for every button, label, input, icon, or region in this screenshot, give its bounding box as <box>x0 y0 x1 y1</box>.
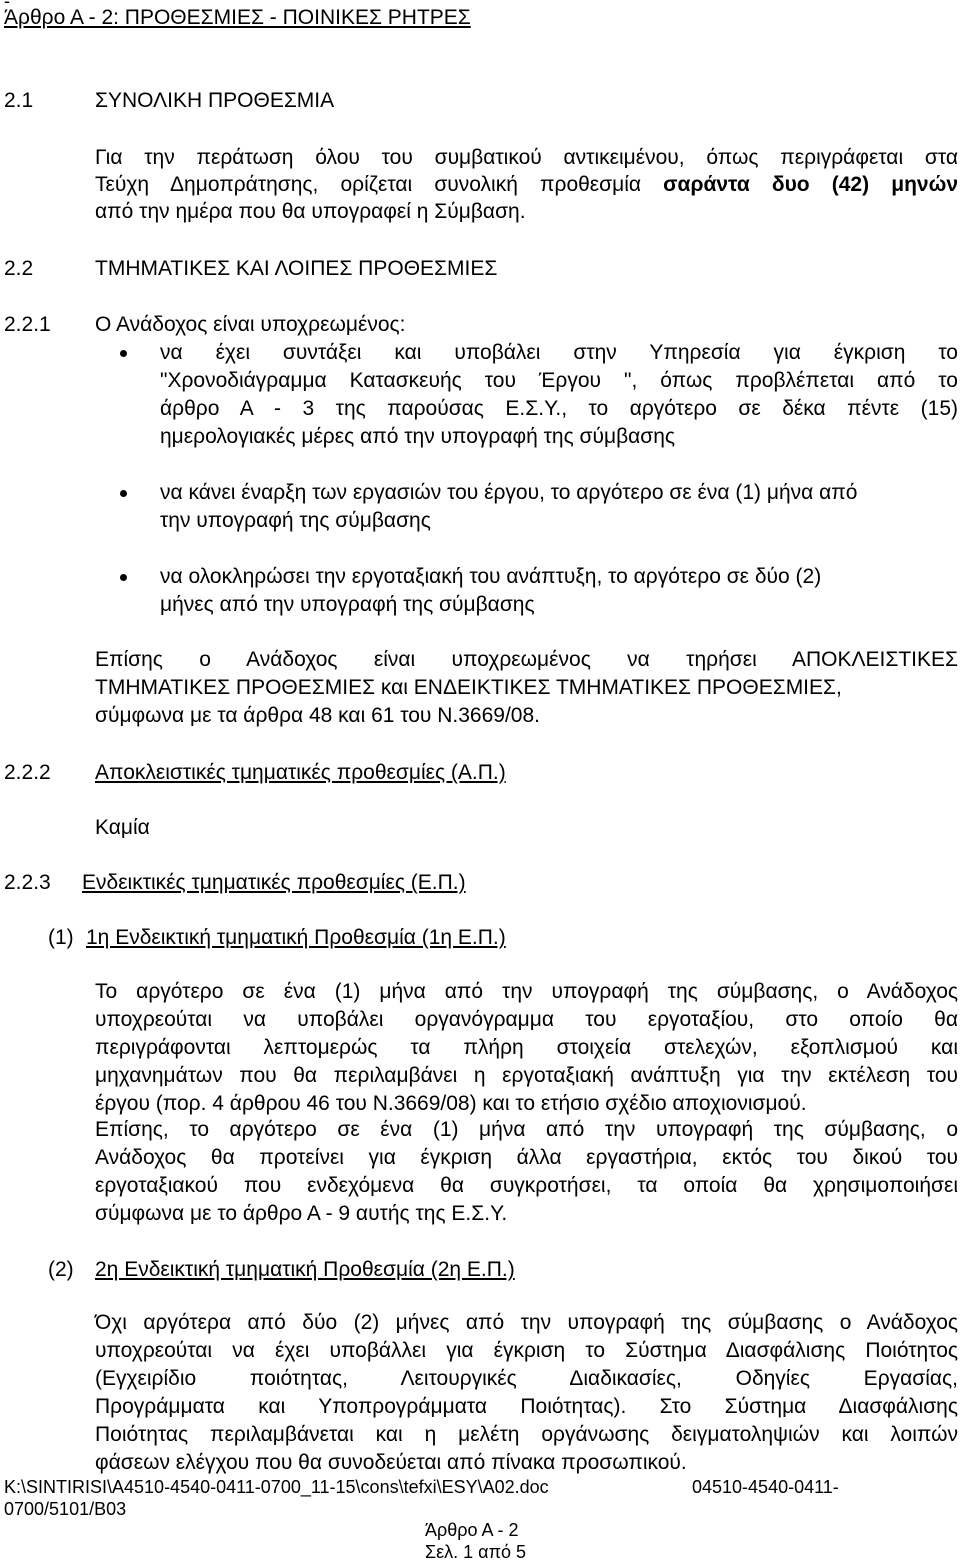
item-2-line: (Εγχειρίδιο ποιότητας, Λειτουργικές Διαδικασίες, Οδηγίες Εργασίας, <box>95 1367 958 1390</box>
bullet-3-line: να ολοκληρώσει την εργοταξιακή του ανάπτυξη, το αργότερο σε δύο (2) <box>160 565 822 588</box>
bullet-2-line: την υπογραφή της σύμβασης <box>160 509 431 532</box>
section-2-1-number: 2.1 <box>4 89 34 112</box>
section-2-2-3-number: 2.2.3 <box>4 871 51 894</box>
item-1-line: εργοταξιακού που ενδεχόμενα θα συγκροτήσει, τα οποία θα χρησιμοποιήσει <box>95 1174 958 1197</box>
bullet-3-line: μήνες από την υπογραφή της σύμβασης <box>160 593 535 616</box>
item-1-line: περιγράφονται λεπτομερώς τα πλήρη στοιχεία στελεχών, εξοπλισμού και <box>95 1036 958 1059</box>
item-1-line: υποχρεούται να υποβάλει οργανόγραμμα του εργοταξίου, στο οποίο θα <box>95 1008 958 1031</box>
item-2-line: Όχι αργότερα από δύο (2) μήνες από την υπογραφή της σύμβασης ο Ανάδοχος <box>95 1311 958 1334</box>
page-title: Άρθρο Α - 2: ΠΡΟΘΕΣΜΙΕΣ - ΠΟΙΝΙΚΕΣ ΡΗΤΡΕΣ <box>4 6 471 29</box>
section-2-2-1-paragraph-line: σύμφωνα με τα άρθρα 48 και 61 του Ν.3669/08. <box>95 704 540 727</box>
section-2-2-2-number: 2.2.2 <box>4 761 51 784</box>
item-2-number: (2) <box>48 1258 74 1281</box>
section-2-1-line: Τεύχη Δημοπράτησης, ορίζεται συνολική προθεσμία σαράντα δυο (42) μηνών <box>95 173 958 196</box>
section-2-2-1-paragraph-line: Επίσης ο Ανάδοχος είναι υποχρεωμένος να τηρήσει ΑΠΟΚΛΕΙΣΤΙΚΕΣ <box>95 648 958 671</box>
bullet-1-line: να έχει συντάξει και υποβάλει στην Υπηρεσία για έγκριση το <box>160 341 958 364</box>
bullet-1-line: "Χρονοδιάγραμμα Κατασκευής του Έργου ", όπως προβλέπεται από το <box>160 369 958 392</box>
section-2-2-1-paragraph-line: ΤΜΗΜΑΤΙΚΕΣ ΠΡΟΘΕΣΜΙΕΣ και ΕΝΔΕΙΚΤΙΚΕΣ ΤΜΗΜΑΤΙΚΕΣ ΠΡΟΘΕΣΜΙΕΣ, <box>95 676 842 699</box>
item-1-line: σύμφωνα με το άρθρο Α - 9 αυτής της Ε.Σ.Υ. <box>95 1202 508 1225</box>
bullet-icon <box>120 574 127 581</box>
item-2-line: υποχρεούται να έχει υποβάλλει για έγκριση το Σύστημα Διασφάλισης Ποιότητος <box>95 1339 958 1362</box>
section-2-2-3-heading: Ενδεικτικές τμηματικές προθεσμίες (Ε.Π.) <box>82 871 466 894</box>
section-2-2-2-body: Καμία <box>95 816 150 839</box>
footer-article: Άρθρο Α - 2 <box>425 1520 519 1540</box>
total-deadline-emphasis: σαράντα δυο (42) μηνών <box>663 173 958 196</box>
header-dash: - <box>4 0 10 11</box>
section-2-2-1-intro: Ο Ανάδοχος είναι υποχρεωμένος: <box>95 313 406 336</box>
item-1-line: Ανάδοχος θα προτείνει για έγκριση άλλα εργαστήρια, εκτός του δικού του <box>95 1146 958 1169</box>
footer-code-line-1: 04510-4540-0411- <box>692 1477 839 1497</box>
item-1-line: έργου (πορ. 4 άρθρου 46 του Ν.3669/08) και το ετήσιο σχέδιο αποχιονισμού. <box>95 1092 807 1115</box>
footer-code-line-2: 0700/5101/B03 <box>4 1499 127 1519</box>
bullet-icon <box>120 490 127 497</box>
item-2-line: Προγράμματα και Υποπρογράμματα Ποιότητας). Στο Σύστημα Διασφάλισης <box>95 1395 958 1418</box>
section-2-2-2-heading: Αποκλειστικές τμηματικές προθεσμίες (Α.Π.) <box>95 761 506 784</box>
item-1-line: Το αργότερο σε ένα (1) μήνα από την υπογραφή της σύμβασης, ο Ανάδοχος <box>95 980 958 1003</box>
item-2-title: 2η Ενδεικτική τμηματική Προθεσμία (2η Ε.Π.) <box>95 1258 515 1281</box>
section-2-1-heading: ΣΥΝΟΛΙΚΗ ΠΡΟΘΕΣΜΙΑ <box>95 89 335 112</box>
section-2-2-heading: ΤΜΗΜΑΤΙΚΕΣ ΚΑΙ ΛΟΙΠΕΣ ΠΡΟΘΕΣΜΙΕΣ <box>95 257 498 280</box>
footer-page-number: Σελ. 1 από 5 <box>425 1542 527 1562</box>
footer-file-path: K:\SINTIRISI\A4510-4540-0411-0700_11-15\cons\tefxi\ESY\A02.doc <box>4 1477 549 1497</box>
section-2-2-1-number: 2.2.1 <box>4 313 51 336</box>
bullet-1-line: ημερολογιακές μέρες από την υπογραφή της σύμβασης <box>160 425 676 448</box>
item-2-line: Ποιότητας περιλαμβάνεται και η μελέτη οργάνωσης δειγματοληψιών και λοιπών <box>95 1423 958 1446</box>
item-2-line: φάσεων ελέγχου που θα συνοδεύεται από πίνακα προσωπικού. <box>95 1451 687 1474</box>
section-2-1-line: από την ημέρα που θα υπογραφεί η Σύμβαση. <box>95 200 526 223</box>
item-1-line: Επίσης, το αργότερο σε ένα (1) μήνα από την υπογραφή της σύμβασης, ο <box>95 1118 958 1141</box>
section-2-1-line: Για την περάτωση όλου του συμβατικού αντικειμένου, όπως περιγράφεται στα <box>95 146 958 169</box>
item-1-title: 1η Ενδεικτική τμηματική Προθεσμία (1η Ε.Π.) <box>86 926 506 949</box>
item-1-line: μηχανημάτων που θα περιλαμβάνει η εργοταξιακή ανάπτυξη για την εκτέλεση του <box>95 1064 958 1087</box>
bullet-icon <box>120 350 127 357</box>
item-1-number: (1) <box>48 926 74 949</box>
bullet-2-line: να κάνει έναρξη των εργασιών του έργου, το αργότερο σε ένα (1) μήνα από <box>160 481 858 504</box>
section-2-2-number: 2.2 <box>4 257 34 280</box>
bullet-1-line: άρθρο Α - 3 της παρούσας Ε.Σ.Υ., το αργότερο σε δέκα πέντε (15) <box>160 397 958 420</box>
